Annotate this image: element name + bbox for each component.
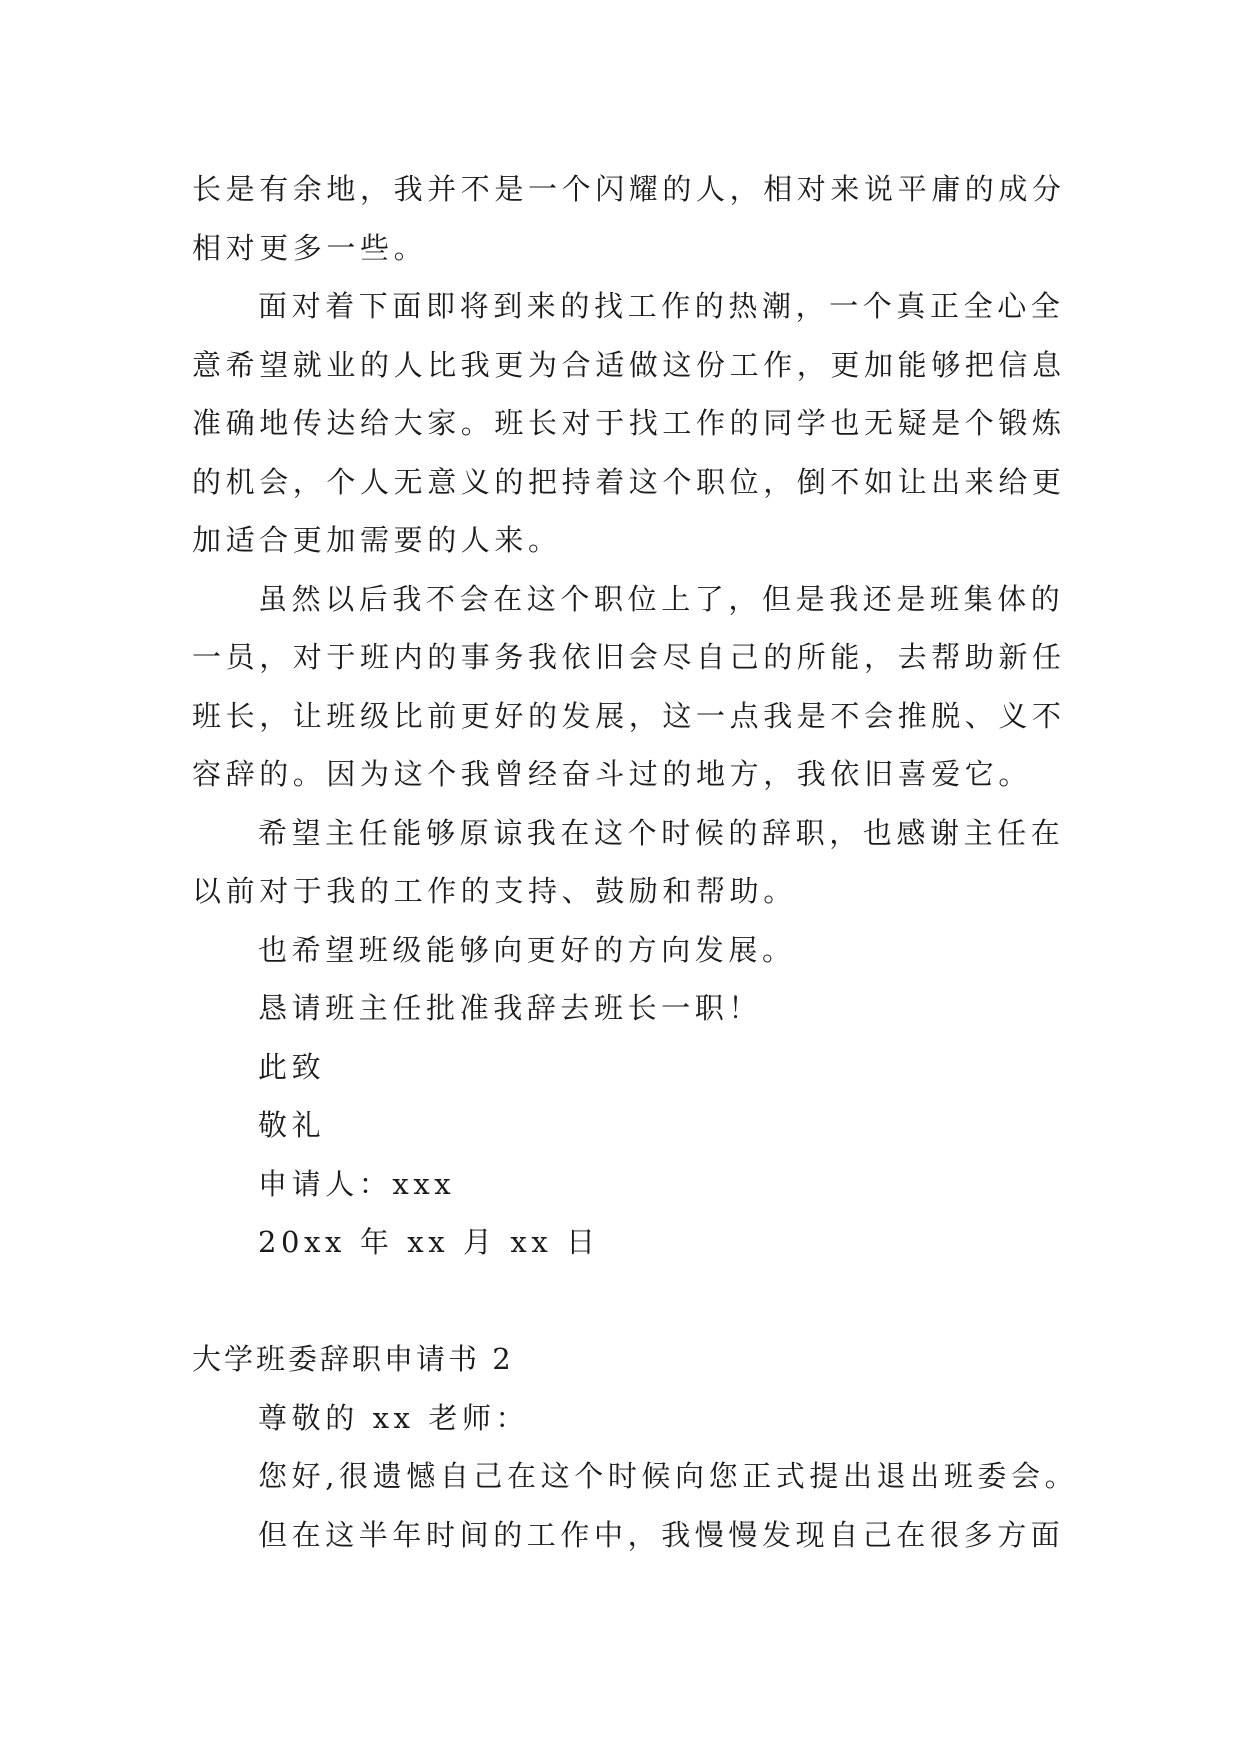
paragraph-line: 的机会，个人无意义的把持着这个职位，倒不如让出来给更 bbox=[192, 464, 1066, 499]
paragraph-line: 面对着下面即将到来的找工作的热潮，一个真正全心全 bbox=[258, 289, 1065, 323]
applicant-signature: 申请人：xxx bbox=[258, 1166, 456, 1201]
paragraph-line: 也希望班级能够向更好的方向发展。 bbox=[258, 932, 796, 967]
paragraph-line: 容辞的。因为这个我曾经奋斗过的地方，我依旧喜爱它。 bbox=[192, 757, 1033, 791]
paragraph-line: 但在这半年时间的工作中，我慢慢发现自己在很多方面 bbox=[258, 1517, 1065, 1552]
paragraph-line: 准确地传达给大家。班长对于找工作的同学也无疑是个锻炼 bbox=[192, 406, 1066, 440]
letter-greeting: 尊敬的 xx 老师： bbox=[258, 1400, 530, 1435]
closing-regards: 敬礼 bbox=[258, 1108, 326, 1142]
document-page bbox=[192, 160, 1079, 1564]
letter-date: 20xx 年 xx 月 xx 日 bbox=[258, 1225, 600, 1259]
paragraph-line: 虽然以后我不会在这个职位上了，但是我还是班集体的 bbox=[258, 581, 1065, 616]
paragraph-line: 恳请班主任批准我辞去班长一职！ bbox=[258, 991, 763, 1025]
section-spacer bbox=[192, 1272, 1052, 1331]
paragraph-line: 一员，对于班内的事务我依旧会尽自己的所能，去帮助新任 bbox=[192, 640, 1066, 674]
paragraph-line: 班长，让班级比前更好的发展，这一点我是不会推脱、义不 bbox=[192, 698, 1066, 733]
paragraph-line: 您好,很遗憾自己在这个时候向您正式提出退出班委会。 bbox=[258, 1459, 1079, 1493]
paragraph-line: 长是有余地，我并不是一个闪耀的人，相对来说平庸的成分 bbox=[192, 172, 1066, 206]
paragraph-line: 希望主任能够原谅我在这个时候的辞职，也感谢主任在 bbox=[258, 815, 1065, 850]
paragraph-line: 意希望就业的人比我更为合适做这份工作，更加能够把信息 bbox=[192, 347, 1066, 382]
paragraph-line: 加适合更加需要的人来。 bbox=[192, 523, 562, 557]
section-title: 大学班委辞职申请书 2 bbox=[192, 1342, 514, 1376]
closing-salutation: 此致 bbox=[258, 1049, 326, 1084]
paragraph-line: 以前对于我的工作的支持、鼓励和帮助。 bbox=[192, 874, 797, 908]
paragraph-line: 相对更多一些。 bbox=[192, 230, 428, 265]
